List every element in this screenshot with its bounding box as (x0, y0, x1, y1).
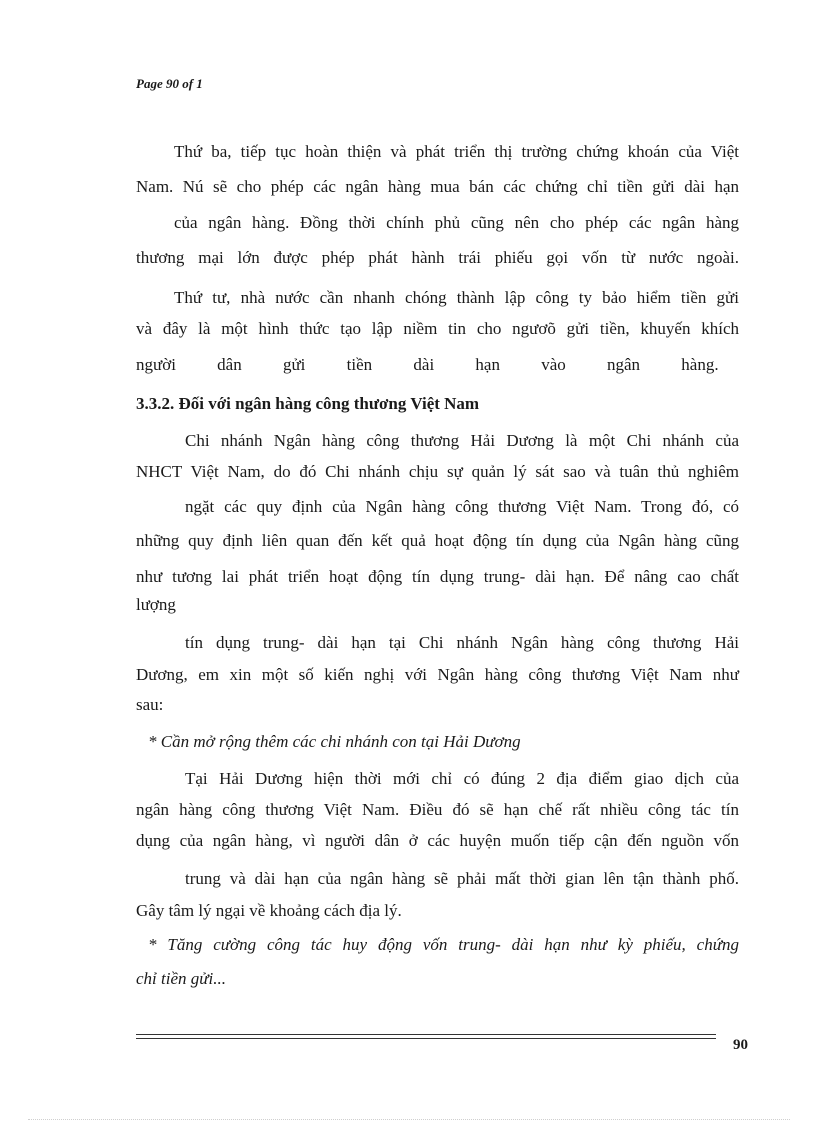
paragraph-line: NHCT Việt Nam, do đó Chi nhánh chịu sự quản lý sát sao và tuân thủ nghiêm (136, 462, 739, 481)
paragraph-line: dụng của ngân hàng, vì người dân ở các huyện muốn tiếp cận đến nguồn vốn (136, 831, 739, 850)
paragraph-line: những quy định liên quan đến kết quả hoạt động tín dụng của Ngân hàng cũng (136, 531, 739, 550)
paragraph-line: tín dụng trung- dài hạn tại Chi nhánh Ngân hàng công thương Hải (185, 633, 739, 652)
paragraph-line: ngặt các quy định của Ngân hàng công thương Việt Nam. Trong đó, có (185, 497, 739, 516)
paragraph-line: trung và dài hạn của ngân hàng sẽ phải mất thời gian lên tận thành phố. (185, 869, 739, 888)
paragraph-line: thương mại lớn được phép phát hành trái phiếu gọi vốn từ nước ngoài. (136, 248, 739, 267)
paragraph-line: và đây là một hình thức tạo lập niềm tin cho ngươõ gửi tiền, khuyến khích (136, 319, 739, 338)
paragraph-line: như tương lai phát triển hoạt động tín dụng trung- dài hạn. Để nâng cao chất (136, 567, 739, 586)
bullet-heading: chỉ tiền gửi... (136, 969, 227, 988)
bullet-heading: * Cần mở rộng thêm các chi nhánh con tại Hải Dương (148, 732, 521, 751)
paragraph-line: ngân hàng công thương Việt Nam. Điều đó sẽ hạn chế rất nhiều công tác tín (136, 800, 739, 819)
paragraph-line: Thứ ba, tiếp tục hoàn thiện và phát triển thị trường chứng khoán của Việt (174, 142, 739, 161)
paragraph-line: Tại Hải Dương hiện thời mới chỉ có đúng 2 địa điểm giao dịch của (185, 769, 739, 788)
section-heading: 3.3.2. Đối với ngân hàng công thương Việt Nam (136, 394, 480, 413)
paragraph-line: sau: (136, 695, 164, 714)
paragraph-line: Gây tâm lý ngại về khoảng cách địa lý. (136, 901, 402, 920)
paragraph-line: người dân gửi tiền dài hạn vào ngân hàng. (136, 355, 719, 374)
footer-rule (136, 1034, 716, 1039)
page-number: 90 (733, 1037, 748, 1053)
paragraph-line: của ngân hàng. Đồng thời chính phủ cũng nên cho phép các ngân hàng (174, 213, 739, 232)
paragraph-line: Chi nhánh Ngân hàng công thương Hải Dương là một Chi nhánh của (185, 431, 739, 450)
page-header: Page 90 of 1 (136, 76, 203, 91)
bullet-heading: * Tăng cường công tác huy động vốn trung- dài hạn như kỳ phiếu, chứng (148, 935, 739, 954)
page-bottom-edge (28, 1119, 790, 1120)
paragraph-line: Nam. Nú sẽ cho phép các ngân hàng mua bán các chứng chỉ tiền gửi dài hạn (136, 177, 739, 196)
paragraph-line: lượng (136, 595, 176, 614)
paragraph-line: Dương, em xin một số kiến nghị với Ngân hàng công thương Việt Nam như (136, 665, 739, 684)
paragraph-line: Thứ tư, nhà nước cần nhanh chóng thành lập công ty bảo hiểm tiền gửi (174, 288, 739, 307)
